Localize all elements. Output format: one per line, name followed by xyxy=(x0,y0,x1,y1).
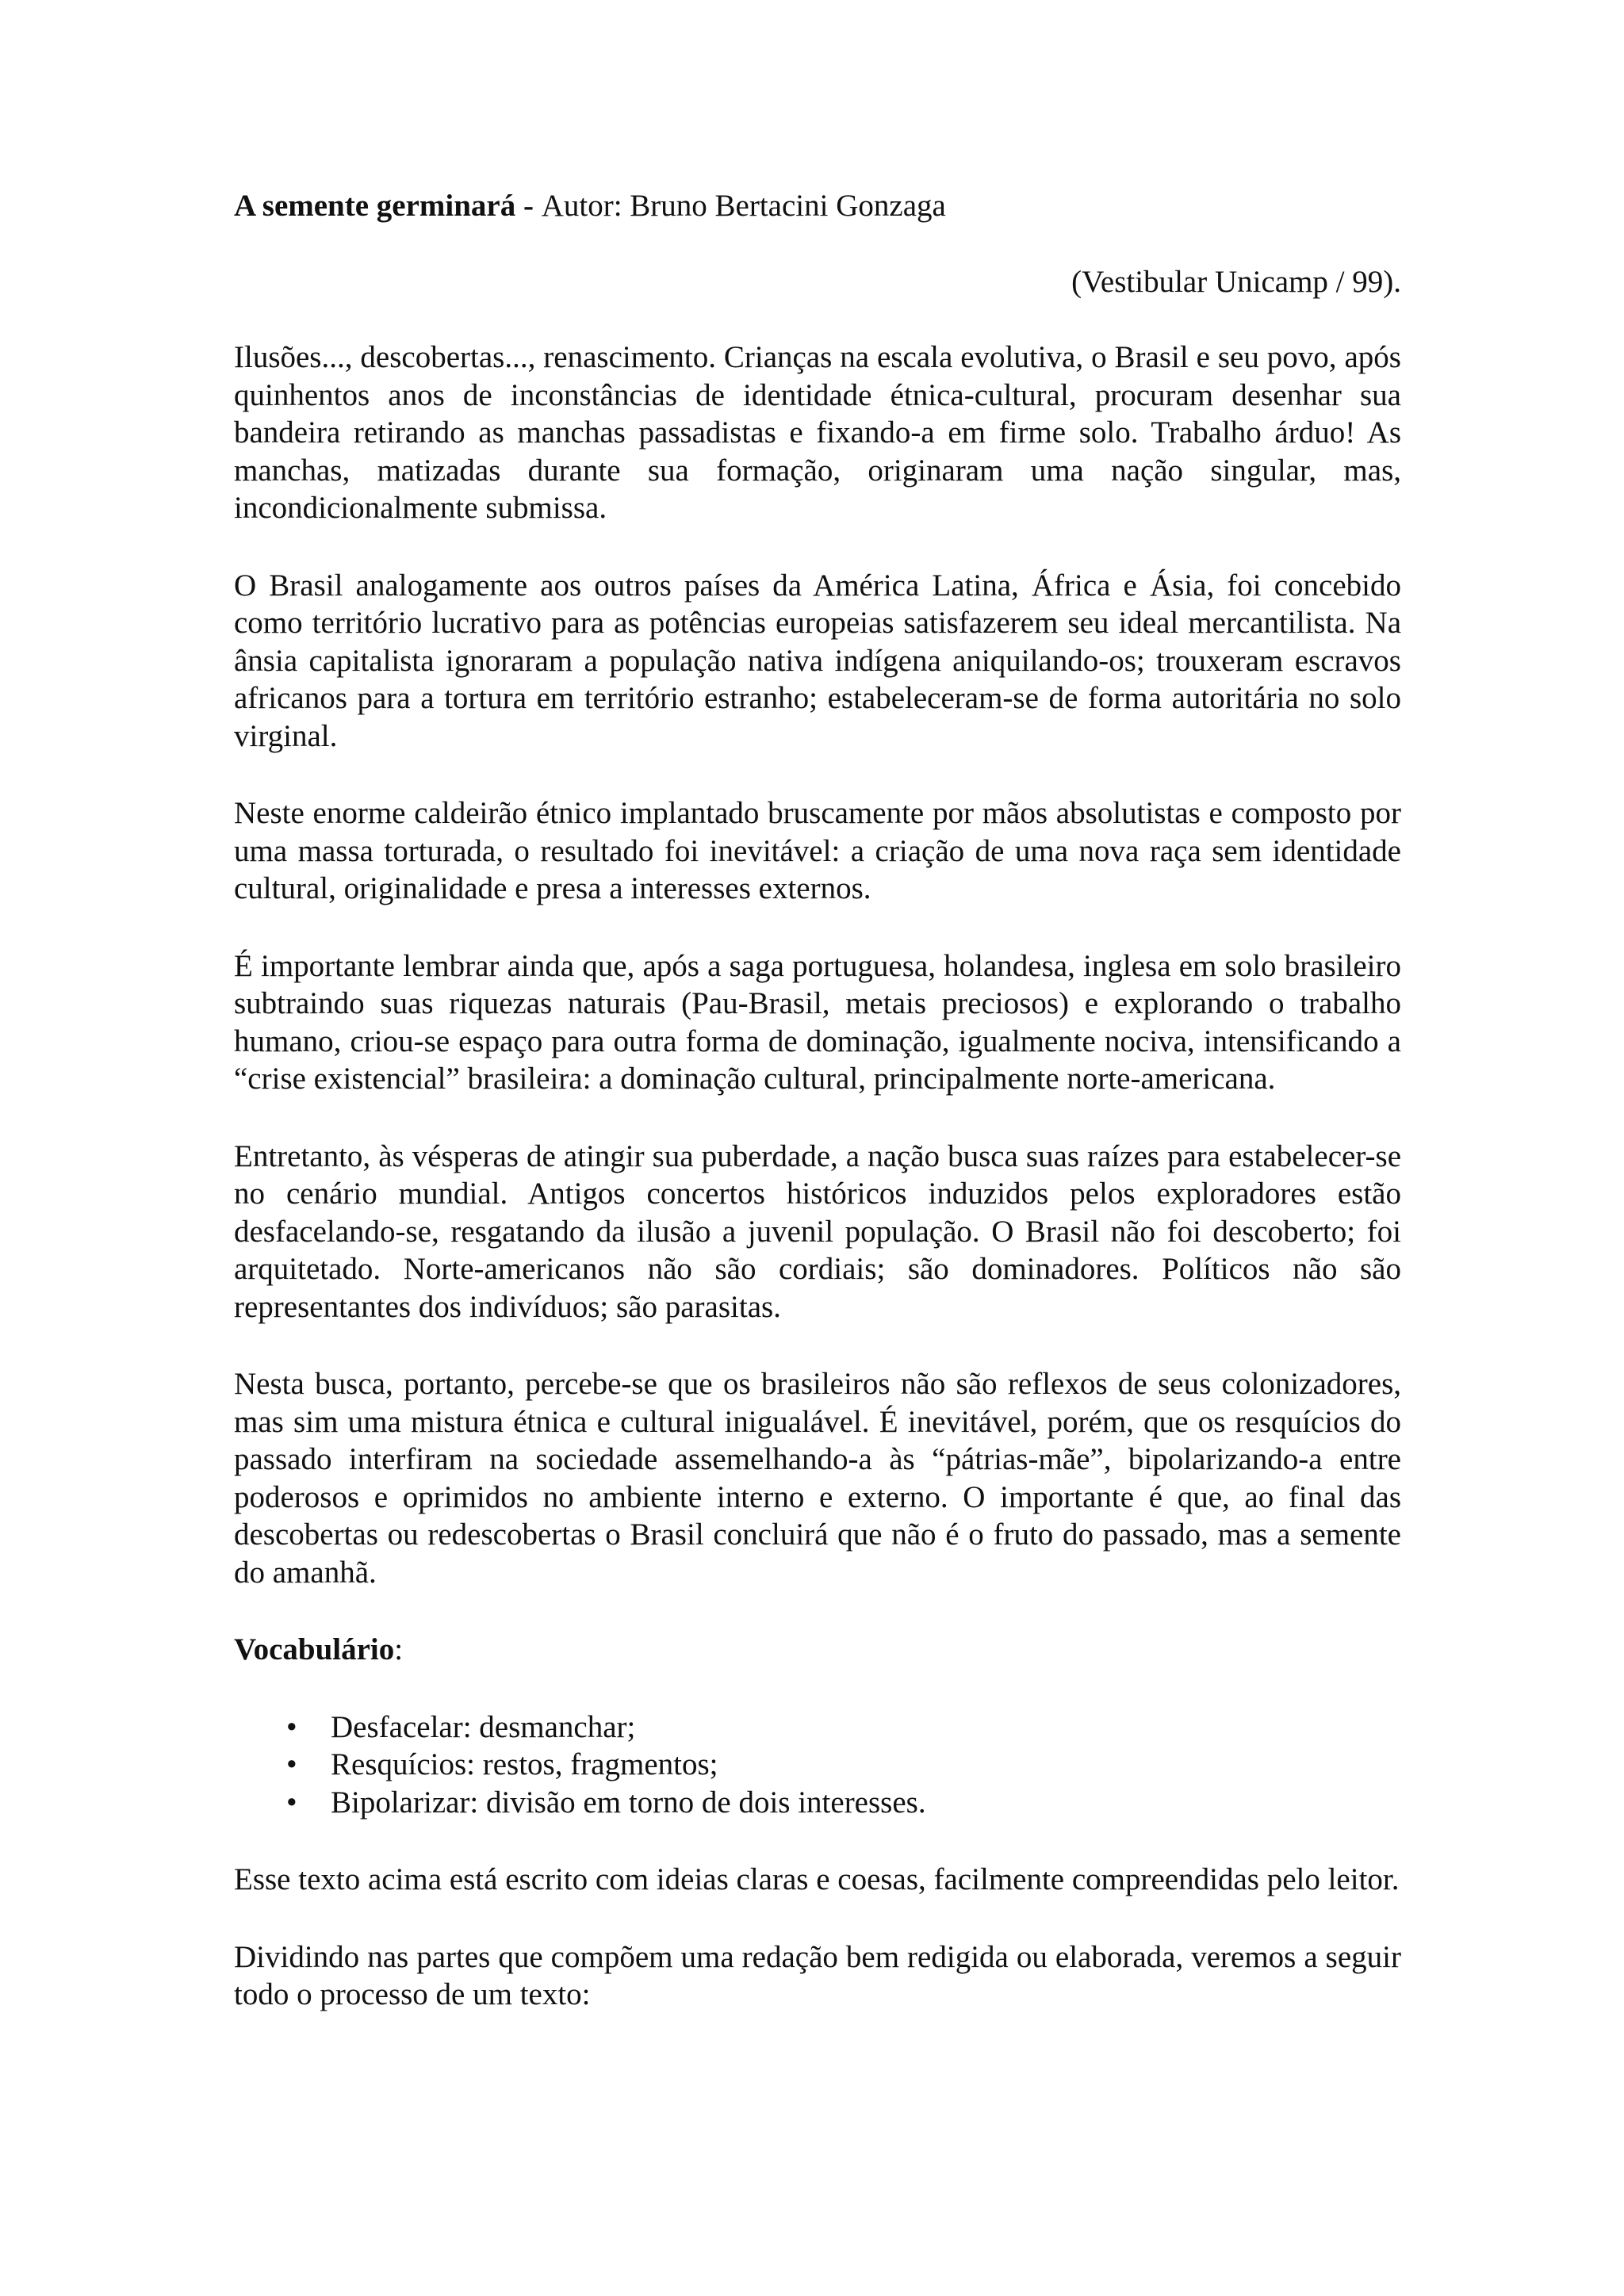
paragraph-1: Ilusões..., descobertas..., renascimento. Crianças na escala evolutiva, o Brasil e seu povo, após quinhentos anos de inconstâncias de identidade étnica-cultural, procuram desenhar sua bandeira retirando as manchas passadistas e fixando-a em firme solo. Trabalho árduo! As manchas, matizadas durante sua formação, originaram uma nação singular, mas, incondicionalmente submissa. xyxy=(234,340,1401,525)
vocabulary-list xyxy=(234,1709,1401,1822)
paragraph-6: Nesta busca, portanto, percebe-se que os brasileiros não são reflexos de seus colonizadores, mas sim uma mistura étnica e cultural inigualável. É inevitável, porém, que os resquícios do passado interfiram na sociedade assemelhando-a às “pátrias-mãe”, bipolarizando-a entre poderosos e oprimidos no ambiente interno e externo. O importante é que, ao final das descobertas ou redescobertas o Brasil concluirá que não é o fruto do passado, mas a semente do amanhã. xyxy=(234,1367,1401,1590)
paragraph-5: Entretanto, às vésperas de atingir sua puberdade, a nação busca suas raízes para estabelecer-se no cenário mundial. Antigos concertos históricos induzidos pelos exploradores estão desfacelando-se, resgatando da ilusão a juvenil população. O Brasil não foi descoberto; foi arquitetado. Norte-americanos não são cordiais; são dominadores. Políticos não são representantes dos indivíduos; são parasitas. xyxy=(234,1138,1401,1324)
vocabulary-heading-colon: : xyxy=(394,1632,404,1667)
vocabulary-heading-text: Vocabulário xyxy=(234,1632,395,1667)
vocabulary-item-text: Bipolarizar: divisão em torno de dois interesses. xyxy=(331,1785,926,1820)
vocabulary-item xyxy=(234,1746,1401,1784)
document-page xyxy=(234,187,1401,2014)
vocabulary-item-text: Desfacelar: desmanchar; xyxy=(331,1709,636,1744)
vocabulary-item xyxy=(234,1709,1401,1747)
bullet-icon: • xyxy=(286,1785,297,1820)
bullet-icon: • xyxy=(286,1747,297,1781)
paragraph-4: É importante lembrar ainda que, após a saga portuguesa, holandesa, inglesa em solo brasileiro subtraindo suas riquezas naturais (Pau-Brasil, metais preciosos) e explorando o trabalho humano, criou-se espaço para outra forma de dominação, igualmente nociva, intensificando a “crise existencial” brasileira: a dominação cultural, principalmente norte-americana. xyxy=(234,948,1401,1096)
vocabulary-item-text: Resquícios: restos, fragmentos; xyxy=(331,1747,718,1781)
author-line: Autor: Bruno Bertacini Gonzaga xyxy=(541,189,946,223)
closing-paragraph-2: Dividindo nas partes que compõem uma redação bem redigida ou elaborada, veremos a seguir todo o processo de um texto: xyxy=(234,1939,1401,2011)
source-citation: (Vestibular Unicamp / 99). xyxy=(1071,264,1401,299)
document-title xyxy=(234,187,1401,225)
vocabulary-heading xyxy=(234,1631,1401,1669)
essay-title: A semente germinará - xyxy=(234,189,542,223)
paragraph-2: O Brasil analogamente aos outros países da América Latina, África e Ásia, foi concebido como território lucrativo para as potências europeias satisfazerem seu ideal mercantilista. Na ânsia capitalista ignoraram a população nativa indígena aniquilando-os; trouxeram escravos africanos para a tortura em território estranho; estabeleceram-se de forma autoritária no solo virginal. xyxy=(234,568,1401,753)
bullet-icon: • xyxy=(286,1709,297,1744)
closing-paragraph-1: Esse texto acima está escrito com ideias claras e coesas, facilmente compreendidas pelo leitor. xyxy=(234,1862,1400,1896)
paragraph-3: Neste enorme caldeirão étnico implantado bruscamente por mãos absolutistas e composto por uma massa torturada, o resultado foi inevitável: a criação de uma nova raça sem identidade cultural, originalidade e presa a interesses externos. xyxy=(234,796,1401,905)
vocabulary-item xyxy=(234,1784,1401,1822)
